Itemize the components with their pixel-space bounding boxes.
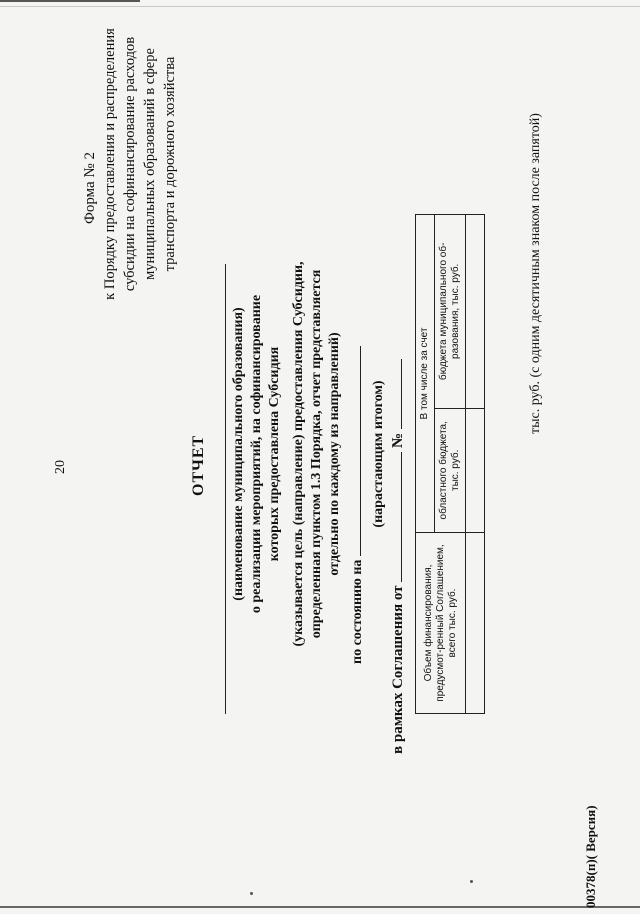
table-row: [466, 215, 485, 714]
header-regional-budget: областного бюджета, тыс. руб.: [435, 408, 466, 532]
form-label: Форма № 2: [82, 152, 98, 224]
table-header-row: [416, 215, 435, 714]
purpose-line: (указывается цель (направление) предоставления Субсидии,: [291, 261, 306, 647]
purpose-line: определенная пунктом 1.3 Порядка, отчет представляется: [309, 269, 324, 639]
purpose-description: [290, 104, 344, 804]
agreement-date-blank: [401, 452, 402, 582]
purpose-line: отдельно по каждому из направлений): [327, 332, 342, 576]
caption-line: которых предоставлена Субсидия: [267, 346, 282, 562]
table-cell-empty: [466, 215, 485, 409]
agreement-number-label: №: [390, 432, 406, 448]
municipality-caption: [230, 104, 284, 804]
document-title: ОТЧЕТ: [190, 434, 207, 496]
header-municipal-budget: бюджета муниципального об-разования, тыс. руб.: [435, 215, 466, 409]
agreement-number-blank: [401, 359, 402, 429]
status-prefix: по состоянию на: [350, 559, 365, 664]
page-number: 20: [53, 460, 68, 474]
document-code: 00378(п)( Версия): [583, 805, 598, 908]
table-cell-empty: [466, 533, 485, 714]
status-caption: (нарастающим итогом): [371, 380, 386, 528]
table-cell-empty: [466, 408, 485, 532]
caption-line: (наименование муниципального образования): [231, 307, 246, 601]
units-note: тыс. руб. (с одним десятичным знаком после запятой): [528, 113, 543, 434]
municipality-fill-line: [225, 264, 226, 714]
status-date-blank: [360, 346, 361, 556]
report-table: [415, 214, 485, 714]
agreement-prefix: в рамках Соглашения от: [390, 585, 406, 754]
form-description: к Порядку предоставления и распределения субсидии на софинансирование расходов муниципальных образований в сфере транспорта и дорожного хозяйства: [102, 28, 178, 300]
header-including: В том числе за счет: [416, 215, 435, 533]
header-funding-total: Объем финансирования, предусмот-ренный Соглашением, всего тыс. руб.: [416, 533, 466, 714]
status-date-line: [350, 346, 366, 664]
caption-line: о реализации мероприятий, на софинансирование: [249, 294, 264, 614]
agreement-line: [390, 359, 407, 754]
